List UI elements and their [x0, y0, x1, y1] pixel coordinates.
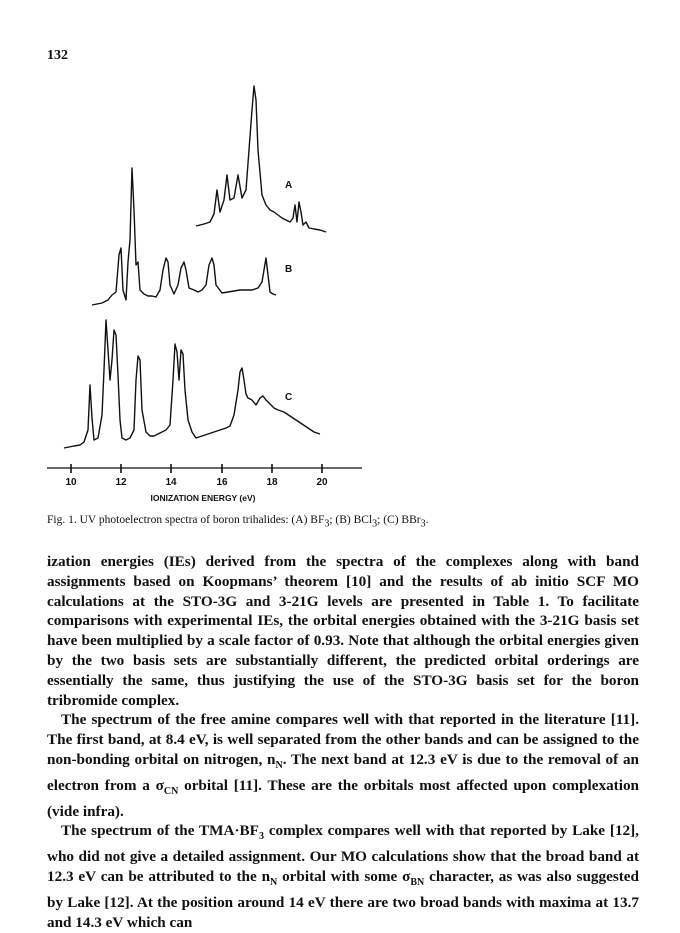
spectrum-b-trace [92, 168, 276, 305]
x-tick-label-16: 16 [216, 477, 228, 488]
page-number: 132 [47, 48, 68, 63]
x-tick-label-12: 12 [115, 477, 127, 488]
x-tick-label-20: 20 [316, 477, 328, 488]
x-axis-title: IONIZATION ENERGY (eV) [150, 493, 256, 503]
paragraph-3: The spectrum of the $TMA\cdot BF_3$ complex compares well with that reported by Lake [12], who did not give a detailed assignment. Our MO calculations show that the broad band at 12.3 eV can be attributed to the $n_N$ orbital with some $\sigma_{BN}$ character, as was also suggested by Lake [12]. At the position around 14 eV there are two broad bands with maxima at 13.7 and 14.3 eV which can [47, 822, 639, 931]
spectrum-label-a: A [285, 180, 293, 191]
body-text [47, 552, 639, 932]
spectrum-a-trace [196, 86, 326, 232]
paragraph-1: ization energies (IEs) derived from the spectra of the complexes along with band assignments based on Koopmans’ theorem [10] and the results of ab initio SCF MO calculations at the STO-3G and 3-21G levels are presented in Table 1. To facilitate comparisons with experimental IEs, the orbital energies obtained with the 3-21G basis set have been multiplied by a scale factor of 0.93. Note that although the orbital energies given by the two basis sets are substantially different, the predicted orbital orderings are essentially the same, thus justifying the use of the STO-3G basis set for the boron tribromide complex. [47, 553, 639, 709]
x-tick-label-14: 14 [165, 477, 177, 488]
spectrum-c-trace [64, 320, 320, 448]
paragraph-2: The spectrum of the free amine compares well with that reported in the literature [11]. The first band, at 8.4 eV, is well separated from the other bands and can be assigned to the non-bonding orbital on nitrogen, $n_N$. The next band at 12.3 eV is due to the removal of an electron from a $\sigma_{CN}$ orbital [11]. These are the orbitals most affected upon complexation (vide infra). [47, 711, 639, 820]
spectrum-label-b: B [285, 264, 293, 275]
x-tick-label-18: 18 [266, 477, 278, 488]
x-tick-label-10: 10 [65, 477, 77, 488]
spectrum-label-c: C [285, 392, 293, 403]
figure-caption: Fig. 1. UV photoelectron spectra of boron trihalides: (A) $BF_3$; (B) BCl$_3$; (C) BBr$_3$. [47, 514, 429, 530]
